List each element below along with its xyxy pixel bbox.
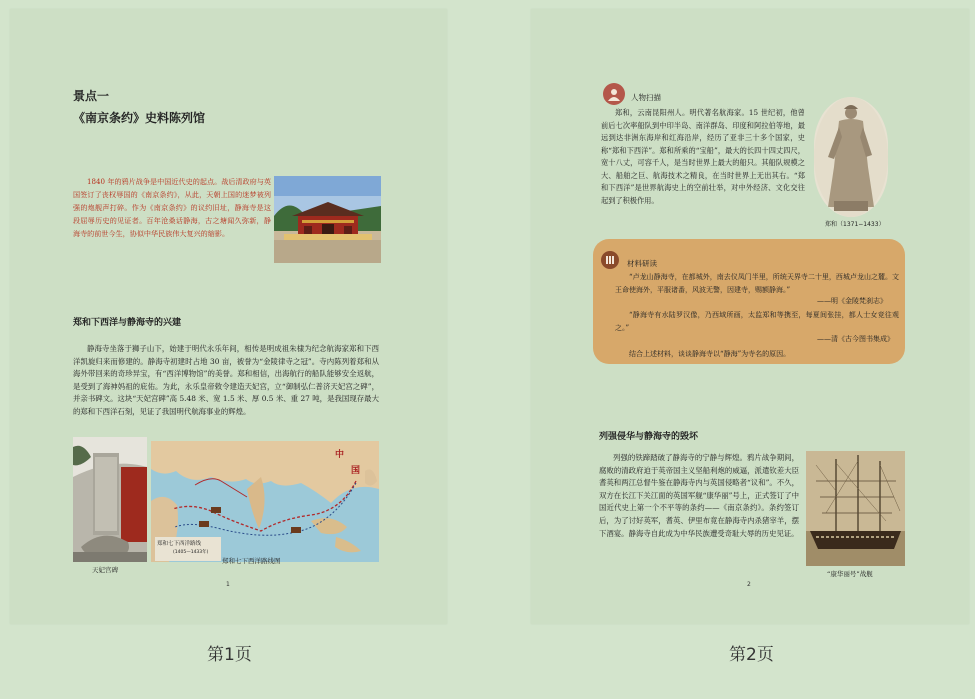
map-inner-title: 郑和七下西洋路线 <box>157 541 202 547</box>
materials-question: 结合上述材料，谈谈静海寺以“静海”为寺名的原因。 <box>629 350 791 358</box>
page-number: 2 <box>747 581 751 588</box>
page-number: 1 <box>226 581 230 588</box>
quote-2: “静海寺有水陆罗汉像，乃西域所画，太监郑和等携至，每夏间张挂，都人士女竞往观之。” <box>615 311 899 332</box>
jinghai-temple-photo <box>274 176 381 263</box>
page-2 <box>531 9 969 624</box>
scenic-spot-label: 景点一 <box>73 89 110 103</box>
book-icon <box>601 251 619 269</box>
quote-2-source: ——清《古今图书集成》 <box>817 335 894 343</box>
warship-caption: “康华丽号”战舰 <box>827 570 873 578</box>
page-2-label: 第2页 <box>729 645 774 665</box>
map-label-guo: 国 <box>351 466 361 476</box>
section-body-zhenghe: 静海寺坐落于狮子山下，始建于明代永乐年间，相传是明成祖朱棣为纪念航海家郑和下西洋凯旋归来而修建的。静海寺初建时占地 30 亩，被誉为“金陵律寺之冠”。寺内陈列着郑和从海外带回来的奇珍异宝，有“西洋博物馆”的美誉。郑和相信，出海航行的船队能够安全返航，是受到了海神妈祖的庇佑。为此，永乐皇帝敕令建造天妃宫，立“御制弘仁普济天妃宫之碑”，并亲书碑文。这块“天妃宫碑”高 5.48 米、宽 1.5 米、厚 0.5 米、重 27 吨，是我国现存最大的郑和下西洋石刻，见证了我国明代航海事业的辉煌。 <box>73 344 379 416</box>
page-1 <box>10 9 447 624</box>
voyage-route-map <box>151 441 379 562</box>
page-1-label: 第1页 <box>207 645 252 665</box>
museum-title: 《南京条约》史料陈列馆 <box>73 111 206 125</box>
map-caption: 郑和七下西洋路线图 <box>222 557 281 565</box>
quote-1-source: ——明《金陵梵刹志》 <box>817 297 887 305</box>
map-label-zhong: 中 <box>335 450 345 460</box>
person-body: 郑和，云南昆阳州人。明代著名航海家。15 世纪初，他曾前后七次率船队到中印半岛、南洋群岛、印度和阿拉伯等地，最远到达非洲东海岸和红海沿岸，经历了亚非三十多个国家，史称“郑和下西洋”。郑和所乘的“宝船”，最大的长四十四丈四尺，宽十八丈，可容千人，是当时世界上最大的船只。其船队规模之大、船舶之巨、航海技术之精良，在当时世界上无出其右。“郑和下西洋”是世界航海史上的空前壮举，对中外经济、文化交往起到了积极作用。 <box>601 108 805 205</box>
tianfei-stele-photo <box>73 437 147 562</box>
person-icon <box>603 83 625 105</box>
section-body-invasion: 列强的铁蹄踏破了静海寺的宁静与辉煌。鸦片战争期间，腐败的清政府迫于英帝国主义坚船利炮的威逼，派遣钦差大臣耆英和两江总督牛鉴在静海寺内与英国侵略者“议和”。不久，双方在长江下关江面的英国军舰“康华丽”号上，正式签订了中国近代史上第一个不平等的条约——《南京条约》。条约签订后，为了讨好英军，耆英、伊里布竟在静海寺内杀猪宰羊，摆下酒宴。静海寺自此成为中华民族遭受奇耻大辱的历史见证。 <box>599 453 799 538</box>
portrait-caption: 郑和（1371−1433） <box>825 221 885 228</box>
zhenghe-portrait <box>814 97 888 217</box>
quote-1: “卢龙山静海寺，在都城外，南去仪凤门半里，所统天界寺二十里，西城卢龙山之麓。文王命使海外，平服诸番，风波无警，因建寺，赐额静海。” <box>615 273 899 294</box>
map-inner-years: (1405—1433年) <box>173 550 209 555</box>
section-title-zhenghe: 郑和下西洋与静海寺的兴建 <box>73 318 182 328</box>
person-scan-label: 人物扫描 <box>631 93 661 102</box>
intro-paragraph: 1840 年的鸦片战争是中国近代史的起点。战后清政府与英国签订了丧权辱国的《南京条约》，从此，天朝上国的迷梦被列强的炮舰声打碎。作为《南京条约》的议约旧址，静海寺是这段屈辱历史的见证者。百年沧桑话静海，古之塘闻久弥新，静海寺的前世今生，协似中华民族伟大复兴的缩影。 <box>73 177 271 238</box>
cornwallis-warship-photo <box>806 451 905 566</box>
materials-label: 材料研读 <box>627 259 657 268</box>
section-title-invasion: 列强侵华与静海寺的毁坏 <box>599 432 699 442</box>
stele-caption: 天妃宫碑 <box>92 566 118 574</box>
